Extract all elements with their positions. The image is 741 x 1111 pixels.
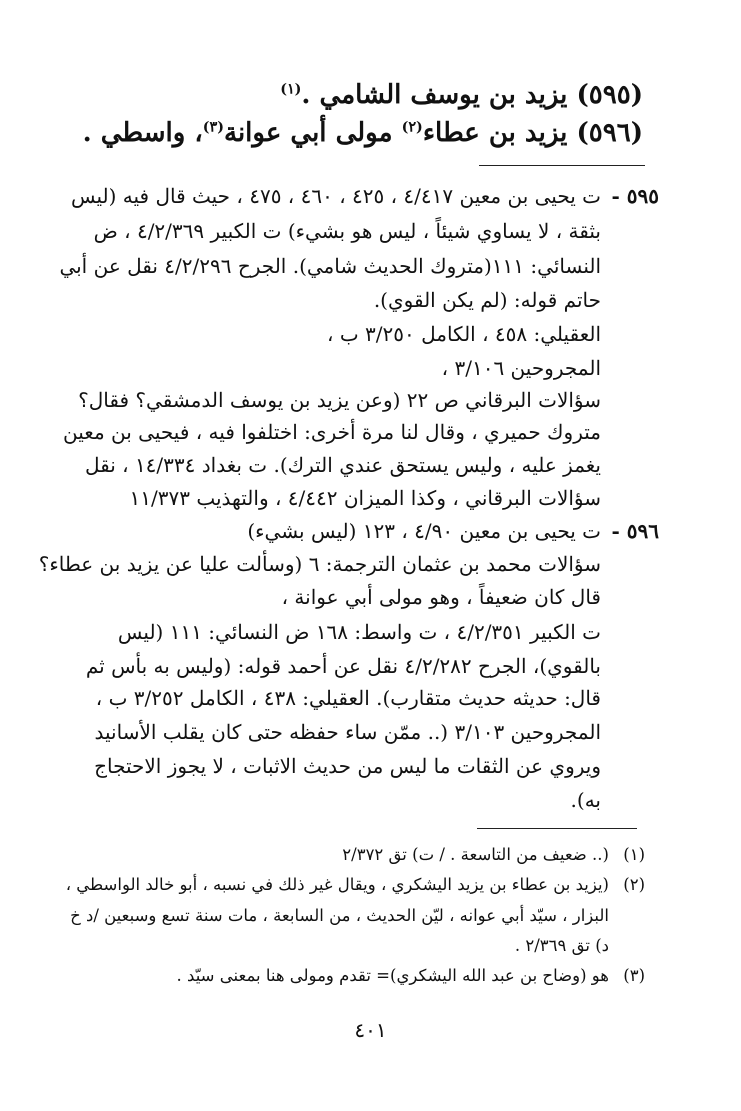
- note-line: ت الكبير ٤/٢/٣٥١ ، ت واسط: ١٦٨ ض النسائي: ١١١ (ليس: [117, 620, 601, 644]
- note-line: ويروي عن الثقات ما ليس من حديث الاثبات ، لا يجوز الاحتجاج: [94, 754, 601, 778]
- note-line: قال كان ضعيفاً ، وهو مولى أبي عوانة ،: [281, 585, 601, 609]
- footnote-line: البزار ، سيّد أبي عوانه ، ليّن الحديث ، من السابعة ، مات سنة تسع وسبعين /د خ: [70, 906, 609, 925]
- footnote-ref: (٢): [401, 119, 423, 136]
- footnote-number: (٣): [623, 966, 645, 985]
- entry-text: يزيد بن عطاء: [422, 118, 568, 148]
- note-line: المجروحين ٣/١٠٦ ،: [441, 356, 601, 380]
- note-line: العقيلي: ٤٥٨ ، الكامل ٣/٢٥٠ ب ،: [327, 322, 601, 346]
- note-line: بالقوي)، الجرح ٤/٢/٢٨٢ نقل عن أحمد قوله: (وليس به بأس ثم: [85, 654, 601, 678]
- note-line: ت يحيى بن معين ٤/٩٠ ، ١٢٣ (ليس بشيء): [247, 519, 601, 543]
- note-line: قال: حديثه حديث متقارب). العقيلي: ٤٣٨ ، الكامل ٣/٢٥٢ ب ،: [95, 686, 601, 710]
- footnote-divider: [477, 828, 637, 829]
- entry-text: يزيد بن يوسف الشامي .: [301, 80, 568, 110]
- note-line: سؤالات البرقاني ، وكذا الميزان ٤/٤٤٢ ، والتهذيب ١١/٣٧٣: [129, 486, 601, 510]
- footnote-ref: (١): [280, 81, 302, 98]
- entry-number: (٥٩٦): [576, 118, 643, 148]
- entry-text: مولى أبي عوانة: [224, 118, 402, 148]
- note-line: ت يحيى بن معين ٤/٤١٧ ، ٤٢٥ ، ٤٦٠ ، ٤٧٥ ، حيث قال فيه (ليس: [70, 184, 601, 208]
- note-line: سؤالات البرقاني ص ٢٢ (وعن يزيد بن يوسف الدمشقي؟ فقال؟: [78, 388, 601, 412]
- note-line: النسائي: ١١١(متروك الحديث شامي). الجرح ٤/٢/٢٩٦ نقل عن أبي: [59, 254, 601, 278]
- note-line: متروك حميري ، وقال لنا مرة أخرى: اختلفوا فيه ، فيحيى بن معين: [63, 420, 601, 444]
- footnote-ref: (٣): [202, 119, 224, 136]
- note-line: المجروحين ٣/١٠٣ (.. ممّن ساء حفظه حتى كان يقلب الأسانيد: [94, 720, 601, 744]
- entry-number: (٥٩٥): [576, 80, 643, 110]
- note-line: حاتم قوله: (لم يكن القوي).: [373, 288, 601, 312]
- entry-header-595: [94, 80, 643, 110]
- entry-header-596: [82, 118, 643, 148]
- page-number: ٤٠١: [354, 1018, 387, 1042]
- footnote-line: (يزيد بن عطاء بن يزيد اليشكري ، ويقال غير ذلك في نسبه ، أبو خالد الواسطي ،: [65, 875, 609, 894]
- note-number: ٥٩٥ -: [611, 184, 659, 208]
- entry-text: ، واسطي .: [82, 118, 203, 148]
- footnote-line: هو (وضاح بن عبد الله اليشكري)= تقدم ومولى هنا بمعنى سيّد .: [176, 966, 609, 985]
- footnote-number: (١): [623, 845, 645, 864]
- note-line: سؤالات محمد بن عثمان الترجمة: ٦ (وسألت عليا عن يزيد بن عطاء؟: [38, 552, 601, 576]
- note-line: بثقة ، لا يساوي شيئاً ، ليس هو بشيء) ت الكبير ٤/٢/٣٦٩ ، ض: [93, 219, 601, 243]
- footnote-number: (٢): [623, 875, 645, 894]
- divider: [479, 165, 645, 166]
- footnote-line: د) تق ٢/٣٦٩ .: [514, 936, 609, 955]
- note-number: ٥٩٦ -: [611, 519, 659, 543]
- note-line: به).: [570, 788, 601, 812]
- footnote-line: (.. ضعيف من التاسعة . / ت) تق ٢/٣٧٢: [342, 845, 609, 864]
- note-line: يغمز عليه ، وليس يستحق عندي الترك). ت بغداد ١٤/٣٣٤ ، نقل: [84, 453, 601, 477]
